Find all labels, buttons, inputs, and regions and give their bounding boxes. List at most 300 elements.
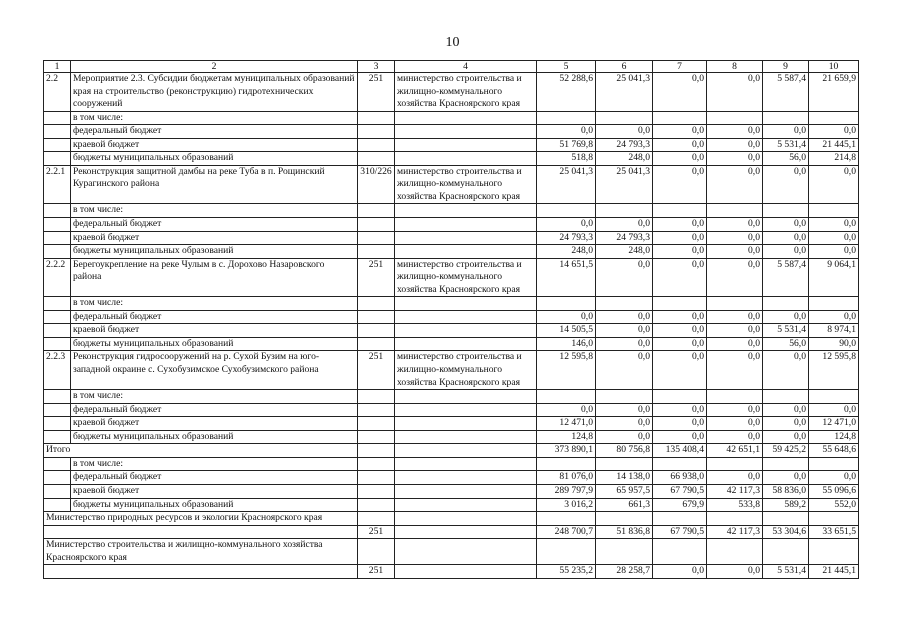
value-cell — [653, 457, 707, 471]
value-cell: 0,0 — [707, 218, 763, 232]
empty-cell — [358, 390, 395, 404]
value-cell: 146,0 — [537, 337, 596, 351]
value-cell: 0,0 — [707, 245, 763, 259]
value-cell: 24 793,3 — [596, 231, 653, 245]
value-cell: 0,0 — [653, 565, 707, 579]
value-cell — [537, 111, 596, 125]
value-cell — [596, 204, 653, 218]
empty-cell — [358, 204, 395, 218]
total-label: Итого — [44, 444, 358, 458]
value-cell: 124,8 — [809, 430, 859, 444]
empty-cell — [358, 457, 395, 471]
value-cell — [763, 111, 809, 125]
empty-cell — [358, 417, 395, 431]
value-cell: 0,0 — [653, 258, 707, 297]
value-cell: 66 938,0 — [653, 471, 707, 485]
empty-cell — [358, 111, 395, 125]
breakdown-row — [44, 390, 859, 404]
breakdown-row — [44, 138, 859, 152]
empty-cell — [395, 324, 537, 338]
value-cell: 589,2 — [763, 498, 809, 512]
value-cell: 373 890,1 — [537, 444, 596, 458]
organization-sum-row — [44, 525, 859, 539]
value-cell: 0,0 — [809, 218, 859, 232]
empty-cell — [44, 310, 71, 324]
empty-cell — [358, 310, 395, 324]
empty-cell — [358, 444, 395, 458]
value-cell: 0,0 — [596, 430, 653, 444]
value-cell: 533,8 — [707, 498, 763, 512]
empty-cell — [44, 390, 71, 404]
empty-cell — [395, 337, 537, 351]
value-cell — [537, 297, 596, 311]
value-cell: 42 117,3 — [707, 525, 763, 539]
item-row — [44, 165, 859, 204]
value-cell: 0,0 — [763, 125, 809, 139]
value-cell: 0,0 — [653, 245, 707, 259]
column-number: 2 — [71, 61, 358, 73]
value-cell: 0,0 — [596, 125, 653, 139]
value-cell: 0,0 — [707, 310, 763, 324]
column-number: 8 — [707, 61, 763, 73]
value-cell: 289 797,9 — [537, 484, 596, 498]
breakdown-row — [44, 245, 859, 259]
breakdown-label: в том числе: — [71, 390, 358, 404]
value-cell: 3 016,2 — [537, 498, 596, 512]
value-cell: 0,0 — [653, 231, 707, 245]
empty-cell — [44, 403, 71, 417]
value-cell: 58 836,0 — [763, 484, 809, 498]
value-cell: 14 651,5 — [537, 258, 596, 297]
value-cell: 33 651,5 — [809, 525, 859, 539]
value-cell: 0,0 — [596, 417, 653, 431]
value-cell: 0,0 — [596, 310, 653, 324]
empty-cell — [395, 565, 537, 579]
empty-cell — [358, 403, 395, 417]
value-cell: 0,0 — [707, 403, 763, 417]
value-cell: 0,0 — [707, 231, 763, 245]
value-cell: 248,0 — [537, 245, 596, 259]
empty-cell — [809, 539, 859, 565]
value-cell: 0,0 — [596, 351, 653, 390]
empty-cell — [358, 324, 395, 338]
empty-cell — [44, 430, 71, 444]
value-cell: 12 595,8 — [809, 351, 859, 390]
value-cell: 0,0 — [809, 471, 859, 485]
value-cell: 0,0 — [653, 324, 707, 338]
empty-cell — [395, 245, 537, 259]
breakdown-label: в том числе: — [71, 111, 358, 125]
value-cell: 0,0 — [707, 73, 763, 112]
empty-cell — [395, 125, 537, 139]
value-cell: 0,0 — [653, 218, 707, 232]
breakdown-row — [44, 498, 859, 512]
value-cell — [763, 390, 809, 404]
empty-cell — [395, 204, 537, 218]
column-number: 7 — [653, 61, 707, 73]
value-cell: 0,0 — [809, 403, 859, 417]
value-cell — [537, 390, 596, 404]
value-cell: 5 531,4 — [763, 138, 809, 152]
value-cell: 679,9 — [653, 498, 707, 512]
empty-cell — [395, 525, 537, 539]
breakdown-row — [44, 204, 859, 218]
value-cell: 0,0 — [596, 324, 653, 338]
value-cell: 0,0 — [763, 351, 809, 390]
value-cell: 0,0 — [537, 403, 596, 417]
item-number: 2.2.2 — [44, 258, 71, 297]
value-cell: 52 288,6 — [537, 73, 596, 112]
empty-cell — [395, 444, 537, 458]
empty-cell — [707, 539, 763, 565]
breakdown-label: в том числе: — [71, 297, 358, 311]
table-body — [44, 61, 859, 579]
breakdown-label: краевой бюджет — [71, 231, 358, 245]
item-number: 2.2 — [44, 73, 71, 112]
breakdown-label: бюджеты муниципальных образований — [71, 152, 358, 166]
empty-cell — [358, 337, 395, 351]
empty-cell — [395, 297, 537, 311]
value-cell: 25 041,3 — [596, 165, 653, 204]
empty-cell — [763, 512, 809, 526]
value-cell: 0,0 — [653, 337, 707, 351]
value-cell — [653, 297, 707, 311]
value-cell: 65 957,5 — [596, 484, 653, 498]
value-cell: 0,0 — [653, 417, 707, 431]
value-cell: 0,0 — [707, 430, 763, 444]
organization-code: 251 — [358, 525, 395, 539]
breakdown-label: в том числе: — [71, 204, 358, 218]
empty-cell — [358, 498, 395, 512]
value-cell: 0,0 — [596, 403, 653, 417]
value-cell: 24 793,3 — [596, 138, 653, 152]
empty-cell — [44, 565, 358, 579]
value-cell — [707, 204, 763, 218]
breakdown-label: федеральный бюджет — [71, 218, 358, 232]
value-cell — [596, 111, 653, 125]
breakdown-label: краевой бюджет — [71, 324, 358, 338]
value-cell: 80 756,8 — [596, 444, 653, 458]
breakdown-row — [44, 417, 859, 431]
value-cell: 0,0 — [809, 310, 859, 324]
empty-cell — [44, 337, 71, 351]
empty-cell — [358, 471, 395, 485]
empty-cell — [537, 512, 596, 526]
empty-cell — [395, 512, 537, 526]
breakdown-row — [44, 218, 859, 232]
empty-cell — [395, 430, 537, 444]
item-number: 2.2.3 — [44, 351, 71, 390]
breakdown-row — [44, 152, 859, 166]
empty-cell — [707, 512, 763, 526]
breakdown-row — [44, 471, 859, 485]
value-cell — [707, 390, 763, 404]
empty-cell — [596, 539, 653, 565]
value-cell: 67 790,5 — [653, 525, 707, 539]
item-code: 251 — [358, 351, 395, 390]
organization-code: 251 — [358, 565, 395, 579]
empty-cell — [44, 218, 71, 232]
item-number: 2.2.1 — [44, 165, 71, 204]
empty-cell — [358, 430, 395, 444]
value-cell — [653, 111, 707, 125]
value-cell: 0,0 — [653, 165, 707, 204]
value-cell: 5 587,4 — [763, 73, 809, 112]
value-cell: 0,0 — [707, 125, 763, 139]
empty-cell — [395, 138, 537, 152]
empty-cell — [596, 512, 653, 526]
value-cell: 0,0 — [653, 310, 707, 324]
breakdown-row — [44, 297, 859, 311]
empty-cell — [395, 403, 537, 417]
value-cell: 55 235,2 — [537, 565, 596, 579]
empty-cell — [395, 457, 537, 471]
value-cell: 0,0 — [596, 337, 653, 351]
item-name: Реконструкция гидросооружений на р. Сухой Бузим на юго-западной окраине с. Сухобузимское Сухобузимского района — [71, 351, 358, 390]
breakdown-label: краевой бюджет — [71, 138, 358, 152]
empty-cell — [44, 471, 71, 485]
empty-cell — [358, 231, 395, 245]
value-cell: 0,0 — [707, 471, 763, 485]
value-cell: 0,0 — [653, 430, 707, 444]
value-cell: 0,0 — [763, 471, 809, 485]
value-cell: 552,0 — [809, 498, 859, 512]
value-cell — [537, 204, 596, 218]
value-cell: 90,0 — [809, 337, 859, 351]
value-cell: 14 138,0 — [596, 471, 653, 485]
empty-cell — [809, 512, 859, 526]
column-number: 3 — [358, 61, 395, 73]
value-cell: 0,0 — [763, 403, 809, 417]
item-row — [44, 351, 859, 390]
header-row — [44, 61, 859, 73]
breakdown-label: федеральный бюджет — [71, 471, 358, 485]
breakdown-label: федеральный бюджет — [71, 125, 358, 139]
item-organization: министерство строительства и жилищно-коммунального хозяйства Красноярского края — [395, 351, 537, 390]
empty-cell — [44, 152, 71, 166]
value-cell: 661,3 — [596, 498, 653, 512]
empty-cell — [395, 218, 537, 232]
value-cell — [596, 390, 653, 404]
value-cell: 8 974,1 — [809, 324, 859, 338]
organization-name: Министерство природных ресурсов и экологии Красноярского края — [44, 512, 358, 526]
value-cell: 248 700,7 — [537, 525, 596, 539]
item-row — [44, 258, 859, 297]
empty-cell — [44, 245, 71, 259]
value-cell: 135 408,4 — [653, 444, 707, 458]
value-cell: 0,0 — [707, 565, 763, 579]
value-cell — [596, 457, 653, 471]
empty-cell — [44, 457, 71, 471]
page-number: 10 — [445, 35, 460, 50]
value-cell: 0,0 — [707, 152, 763, 166]
empty-cell — [358, 152, 395, 166]
empty-cell — [44, 297, 71, 311]
value-cell: 21 445,1 — [809, 138, 859, 152]
breakdown-label: краевой бюджет — [71, 417, 358, 431]
empty-cell — [395, 417, 537, 431]
empty-cell — [395, 539, 537, 565]
value-cell: 21 445,1 — [809, 565, 859, 579]
empty-cell — [44, 204, 71, 218]
value-cell: 0,0 — [596, 258, 653, 297]
value-cell: 51 836,8 — [596, 525, 653, 539]
breakdown-label: краевой бюджет — [71, 484, 358, 498]
value-cell — [763, 204, 809, 218]
item-organization: министерство строительства и жилищно-коммунального хозяйства Красноярского края — [395, 165, 537, 204]
value-cell: 9 064,1 — [809, 258, 859, 297]
empty-cell — [763, 539, 809, 565]
empty-cell — [395, 111, 537, 125]
empty-cell — [358, 218, 395, 232]
empty-cell — [358, 512, 395, 526]
empty-cell — [395, 471, 537, 485]
value-cell — [809, 111, 859, 125]
value-cell — [809, 204, 859, 218]
value-cell — [809, 297, 859, 311]
value-cell — [537, 457, 596, 471]
column-number: 1 — [44, 61, 71, 73]
empty-cell — [395, 152, 537, 166]
value-cell: 28 258,7 — [596, 565, 653, 579]
item-row — [44, 73, 859, 112]
value-cell: 67 790,5 — [653, 484, 707, 498]
empty-cell — [395, 484, 537, 498]
value-cell: 0,0 — [653, 351, 707, 390]
value-cell: 12 471,0 — [537, 417, 596, 431]
column-number: 6 — [596, 61, 653, 73]
empty-cell — [44, 498, 71, 512]
value-cell: 0,0 — [763, 245, 809, 259]
value-cell: 0,0 — [763, 218, 809, 232]
breakdown-row — [44, 484, 859, 498]
organization-name: Министерство строительства и жилищно-коммунального хозяйства Красноярского края — [44, 539, 358, 565]
value-cell — [707, 457, 763, 471]
breakdown-row — [44, 125, 859, 139]
breakdown-label: бюджеты муниципальных образований — [71, 245, 358, 259]
breakdown-row — [44, 310, 859, 324]
value-cell: 12 595,8 — [537, 351, 596, 390]
empty-cell — [44, 125, 71, 139]
empty-cell — [44, 484, 71, 498]
organization-heading-row — [44, 512, 859, 526]
value-cell: 25 041,3 — [596, 73, 653, 112]
value-cell: 0,0 — [707, 337, 763, 351]
value-cell: 51 769,8 — [537, 138, 596, 152]
value-cell: 214,8 — [809, 152, 859, 166]
value-cell — [707, 297, 763, 311]
value-cell: 0,0 — [653, 403, 707, 417]
value-cell: 518,8 — [537, 152, 596, 166]
value-cell: 5 587,4 — [763, 258, 809, 297]
value-cell: 21 659,9 — [809, 73, 859, 112]
item-code: 251 — [358, 258, 395, 297]
value-cell: 0,0 — [809, 245, 859, 259]
value-cell — [763, 297, 809, 311]
value-cell: 12 471,0 — [809, 417, 859, 431]
empty-cell — [395, 390, 537, 404]
value-cell: 0,0 — [763, 417, 809, 431]
value-cell: 24 793,3 — [537, 231, 596, 245]
value-cell: 5 531,4 — [763, 565, 809, 579]
item-organization: министерство строительства и жилищно-коммунального хозяйства Красноярского края — [395, 258, 537, 297]
empty-cell — [537, 539, 596, 565]
value-cell: 0,0 — [707, 417, 763, 431]
item-code: 310/226 — [358, 165, 395, 204]
value-cell: 81 076,0 — [537, 471, 596, 485]
breakdown-row — [44, 324, 859, 338]
value-cell: 0,0 — [707, 324, 763, 338]
empty-cell — [358, 138, 395, 152]
value-cell: 56,0 — [763, 337, 809, 351]
empty-cell — [44, 138, 71, 152]
value-cell: 0,0 — [653, 73, 707, 112]
value-cell: 0,0 — [653, 138, 707, 152]
value-cell: 0,0 — [809, 231, 859, 245]
value-cell: 0,0 — [653, 152, 707, 166]
item-name: Мероприятие 2.3. Субсидии бюджетам муниципальных образований края на строительство (реконструкцию) гидротехнических сооружений — [71, 73, 358, 112]
empty-cell — [44, 231, 71, 245]
value-cell: 0,0 — [763, 231, 809, 245]
value-cell: 0,0 — [763, 430, 809, 444]
value-cell: 124,8 — [537, 430, 596, 444]
column-number: 9 — [763, 61, 809, 73]
empty-cell — [395, 231, 537, 245]
breakdown-row — [44, 111, 859, 125]
empty-cell — [358, 484, 395, 498]
empty-cell — [44, 417, 71, 431]
value-cell: 0,0 — [707, 258, 763, 297]
empty-cell — [44, 111, 71, 125]
value-cell: 55 096,6 — [809, 484, 859, 498]
total-row — [44, 444, 859, 458]
value-cell: 0,0 — [537, 125, 596, 139]
item-name: Берегоукрепление на реке Чулым в с. Дорохово Назаровского района — [71, 258, 358, 297]
breakdown-label: бюджеты муниципальных образований — [71, 498, 358, 512]
breakdown-row — [44, 457, 859, 471]
breakdown-label: федеральный бюджет — [71, 403, 358, 417]
value-cell: 0,0 — [707, 165, 763, 204]
value-cell — [596, 297, 653, 311]
empty-cell — [395, 498, 537, 512]
breakdown-label: в том числе: — [71, 457, 358, 471]
breakdown-row — [44, 231, 859, 245]
empty-cell — [653, 539, 707, 565]
value-cell: 25 041,3 — [537, 165, 596, 204]
column-number: 4 — [395, 61, 537, 73]
breakdown-row — [44, 337, 859, 351]
value-cell: 53 304,6 — [763, 525, 809, 539]
organization-sum-row — [44, 565, 859, 579]
column-number: 10 — [809, 61, 859, 73]
column-number: 5 — [537, 61, 596, 73]
empty-cell — [358, 245, 395, 259]
value-cell: 59 425,2 — [763, 444, 809, 458]
value-cell — [653, 390, 707, 404]
breakdown-label: бюджеты муниципальных образований — [71, 430, 358, 444]
value-cell: 55 648,6 — [809, 444, 859, 458]
empty-cell — [44, 324, 71, 338]
value-cell: 0,0 — [653, 125, 707, 139]
value-cell — [809, 457, 859, 471]
value-cell — [809, 390, 859, 404]
value-cell — [707, 111, 763, 125]
empty-cell — [358, 297, 395, 311]
value-cell: 56,0 — [763, 152, 809, 166]
budget-table — [43, 60, 859, 579]
value-cell: 0,0 — [707, 138, 763, 152]
value-cell — [653, 204, 707, 218]
